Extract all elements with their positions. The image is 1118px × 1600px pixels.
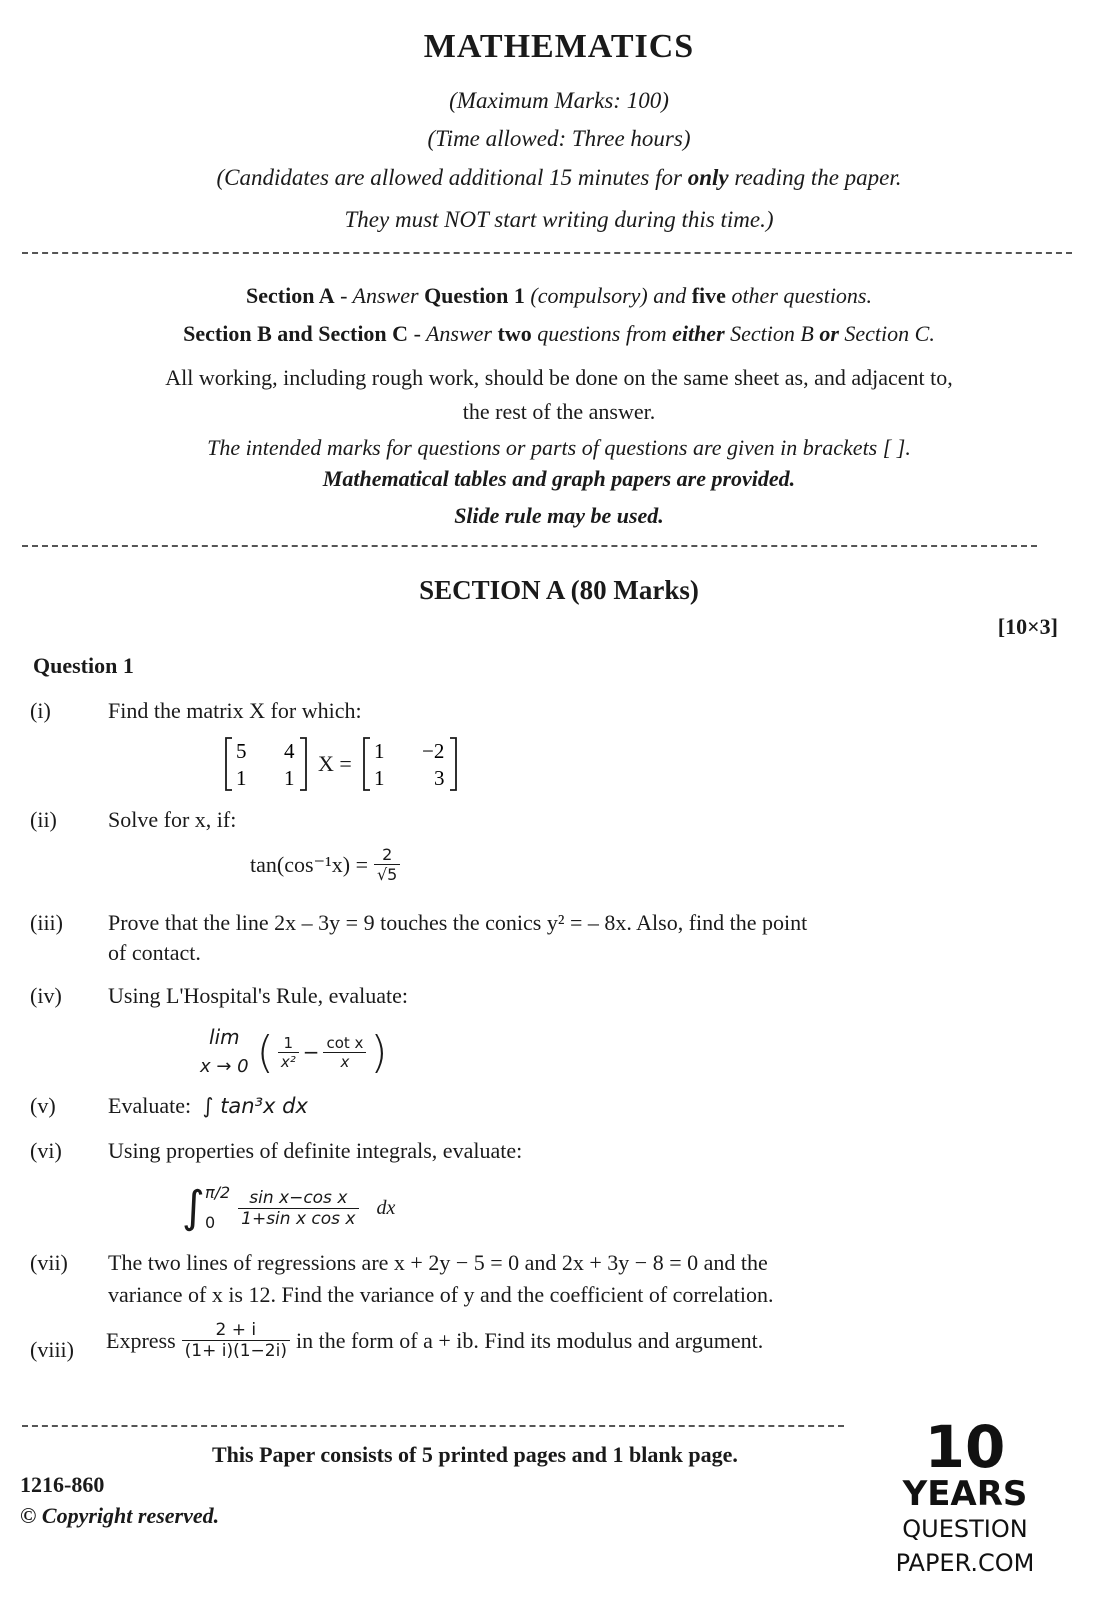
logo-number: 10 (924, 1413, 1006, 1481)
q-iv-limit (200, 1022, 388, 1082)
limit-subscript: x → 0 (200, 1056, 249, 1077)
integral-fraction: $\frac{\text{sin x−cos x}}{\text{1+sin x cos x}}$ (238, 1188, 358, 1229)
integral-v: ∫ tan³x dx (202, 1094, 308, 1118)
instruction-section-b-c: Section B and Section C - Answer two questions from either Section B or Section C. (183, 321, 935, 346)
question-marks: [10×3] (997, 614, 1058, 639)
matrix-b-22: 3 (433, 766, 445, 790)
matrix-x-label: X = (318, 751, 352, 776)
paper-code: 1216-860 (20, 1472, 105, 1497)
matrix-b-11: 1 (373, 739, 385, 763)
matrix-a-21: 1 (236, 766, 247, 790)
q-viii-number: (viii) (30, 1337, 74, 1362)
instruction-working-2: the rest of the answer. (462, 399, 656, 424)
q-iii-text: Prove that the line 2x – 3y = 9 touches the conics y² = – 8x. Also, find the point (108, 910, 808, 935)
limit-fraction-1: $\frac{1}{\text{x²}}$ (278, 1034, 299, 1071)
matrix-a-12: 4 (284, 739, 295, 763)
matrix-b-12: −2 (421, 739, 445, 763)
q-ii-text: Solve for x, if: (108, 807, 237, 832)
q-ii-number: (ii) (30, 807, 57, 832)
q-iv-text: Using L'Hospital's Rule, evaluate: (108, 983, 408, 1008)
divider-top (22, 252, 1072, 254)
integral-lower: 0 (204, 1213, 216, 1232)
divider-mid (22, 545, 1037, 547)
reading-time-note (0, 165, 1118, 191)
q-vii-text: The two lines of regressions are x + 2y − 5 = 0 and 2x + 3y − 8 = 0 and the (108, 1250, 768, 1275)
divider-footer (22, 1425, 844, 1427)
instruction-tables: Mathematical tables and graph papers are provided. (322, 466, 796, 491)
integral-limits (205, 1178, 230, 1238)
matrix-b (360, 734, 460, 794)
site-logo (840, 1413, 1090, 1580)
copyright: © Copyright reserved. (20, 1503, 220, 1528)
matrix-a (222, 734, 310, 794)
q-i-equation (222, 734, 460, 794)
q-viii-text: Express $\frac{2 + i}{(1+ i)(1-2i)}$ in the form of a + ib. Find its modulus and argument. (106, 1320, 764, 1361)
limit-paren-open: ( (256, 1026, 274, 1078)
limit-word: lim (209, 1025, 240, 1049)
pages-note: This Paper consists of 5 printed pages and 1 blank page. (212, 1442, 738, 1467)
logo-site: QUESTION PAPER.COM (895, 1515, 1035, 1577)
complex-fraction: $\frac{2 + i}{(1+ i)(1-2i)}$ (182, 1320, 290, 1361)
time-allowed: (Time allowed: Three hours) (427, 126, 691, 151)
tan-denominator: √5 (376, 865, 398, 884)
integral-upper: π/2 (204, 1183, 231, 1202)
q-iii-number: (iii) (30, 910, 63, 935)
limit-operator (200, 1022, 249, 1082)
q-v-text: Evaluate: ∫ tan³x dx (108, 1093, 308, 1118)
q-vii-number: (vii) (30, 1250, 68, 1275)
reading-note-part1: (Candidates are allowed additional 15 minutes for (216, 165, 682, 190)
tan-fraction (374, 845, 400, 884)
limit-minus: − (302, 1040, 320, 1064)
section-heading: SECTION A (80 Marks) (419, 575, 699, 605)
q-vi-number: (vi) (30, 1138, 62, 1163)
question-label: Question 1 (33, 653, 134, 678)
reading-note-part2: reading the paper. (734, 165, 902, 190)
q-iv-number: (iv) (30, 983, 62, 1008)
instruction-working: All working, including rough work, should be done on the same sheet as, and adjacent to, (165, 365, 953, 390)
q-vi-integral (182, 1178, 395, 1238)
paper-title: MATHEMATICS (423, 28, 695, 65)
q-vi-text: Using properties of definite integrals, evaluate: (108, 1138, 523, 1163)
maximum-marks: (Maximum Marks: 100) (449, 88, 669, 113)
integral-dx: dx (376, 1196, 396, 1219)
instruction-section-a: Section A - Answer Question 1 (compulsory) and five other questions. (246, 283, 872, 308)
matrix-b-21: 1 (373, 766, 385, 790)
matrix-a-22: 1 (284, 766, 295, 790)
matrix-a-11: 5 (236, 739, 247, 763)
q-v-number: (v) (30, 1093, 56, 1118)
tan-lhs: tan(cos⁻¹x) = (250, 851, 368, 877)
limit-paren-close: ) (370, 1026, 388, 1078)
instruction-slide-rule: Slide rule may be used. (454, 503, 664, 528)
limit-fraction-2: $\frac{\text{cot x}}{x}$ (323, 1034, 366, 1071)
logo-years: YEARS (902, 1474, 1028, 1514)
tan-numerator: 2 (374, 845, 400, 865)
reading-note-line2: They must NOT start writing during this time.) (344, 207, 774, 232)
q-iii-text-2: of contact. (108, 940, 201, 965)
q-ii-equation (250, 845, 400, 884)
q-i-number: (i) (30, 698, 51, 723)
reading-note-only: only (687, 165, 729, 190)
q-i-text: Find the matrix X for which: (108, 698, 362, 723)
instruction-marks: The intended marks for questions or parts of questions are given in brackets [ ]. (207, 435, 911, 460)
integral-sign: ∫ (182, 1182, 205, 1233)
q-vii-text-2: variance of x is 12. Find the variance of y and the coefficient of correlation. (108, 1282, 774, 1307)
